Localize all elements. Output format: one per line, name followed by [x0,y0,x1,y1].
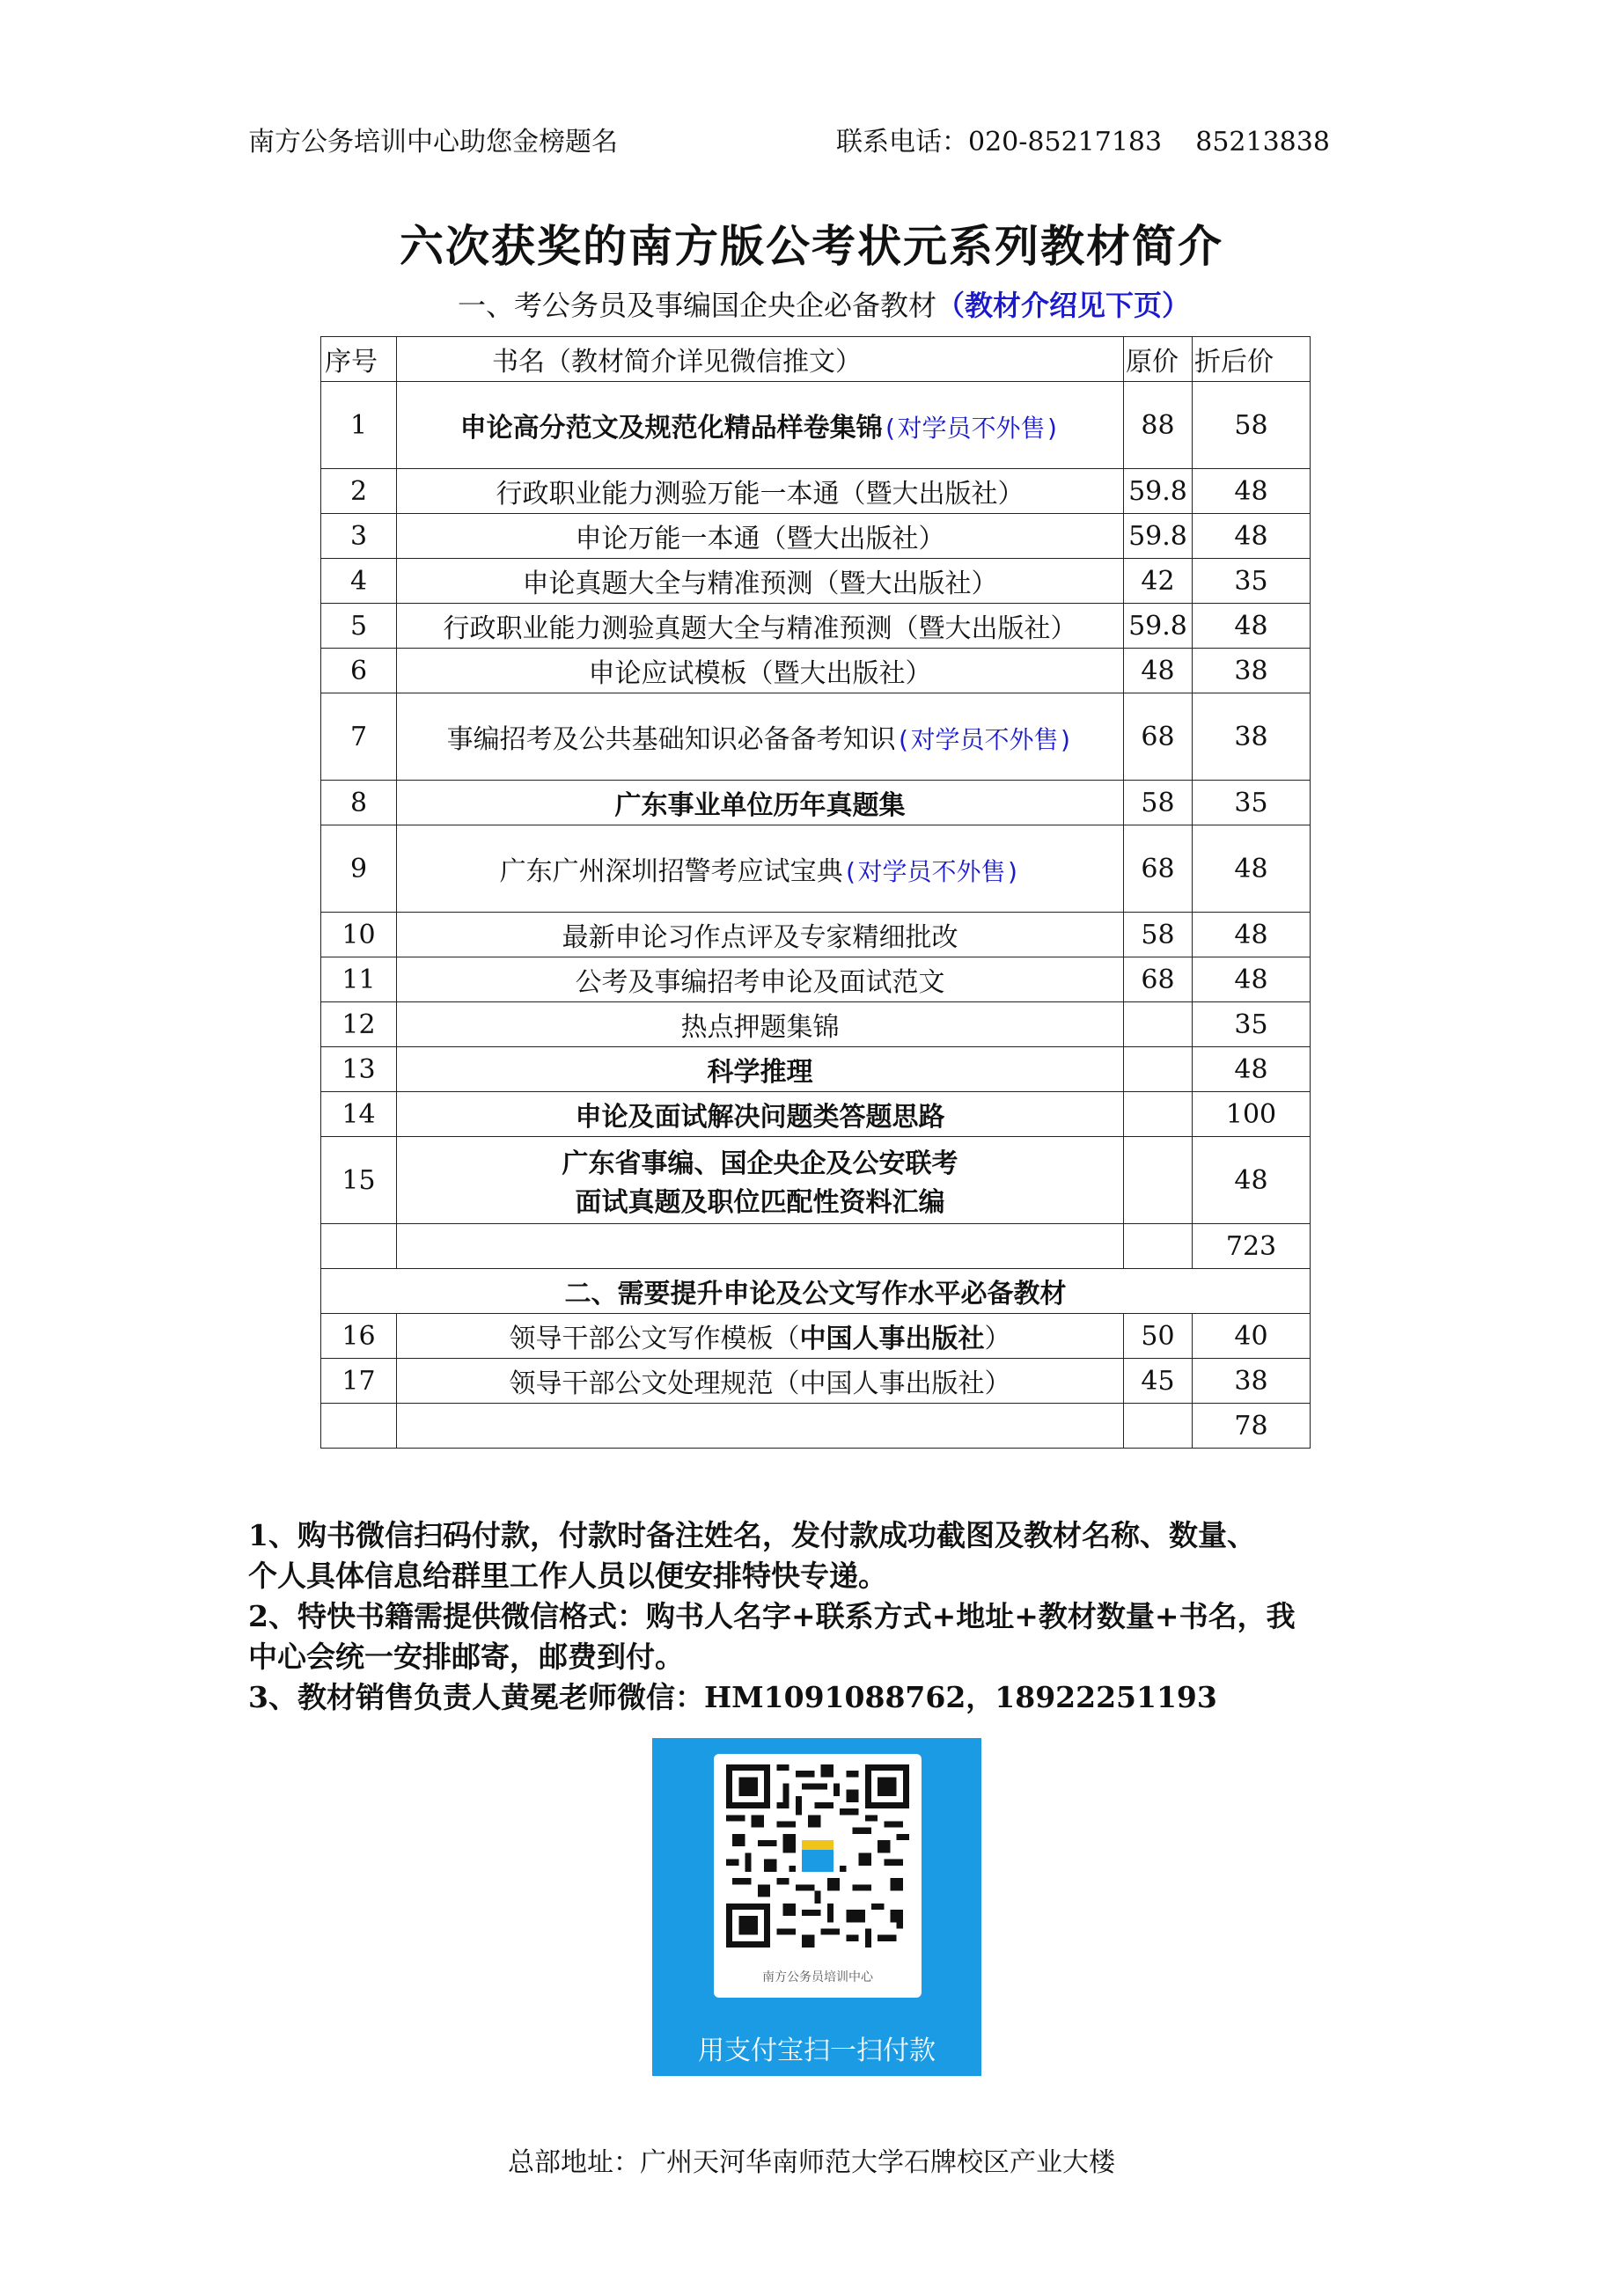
instruction-1b: 个人具体信息给群里工作人员以便安排特快专递。 [248,1559,887,1593]
discount-price: 48 [1193,825,1311,913]
book-note: (对学员不外售) [882,414,1061,443]
row-index: 16 [321,1314,397,1359]
row-index: 10 [321,913,397,957]
footer-address: 总部地址：广州天河华南师范大学石牌校区产业大楼 [508,2147,1115,2178]
original-price: 68 [1124,957,1193,1002]
original-price [1124,1092,1193,1137]
subtitle-note: （教材介绍见下页） [936,289,1191,322]
original-price: 68 [1124,825,1193,913]
discount-price: 38 [1193,1359,1311,1404]
book-note: (对学员不外售) [895,725,1074,754]
subtotal-value: 78 [1193,1404,1311,1449]
book-name [397,693,1124,781]
table-row [321,957,1311,1002]
row-index: 8 [321,781,397,825]
row-index: 15 [321,1137,397,1224]
row-index: 4 [321,559,397,604]
row-index: 13 [321,1047,397,1092]
discount-price: 48 [1193,913,1311,957]
section-2-title: 二、需要提升申论及公文写作水平必备教材 [321,1269,1311,1314]
table-row [321,382,1311,469]
book-publisher: 中国人事出版社 [799,1324,985,1354]
book-name: 申论及面试解决问题类答题思路 [397,1092,1124,1137]
qr-code-icon [726,1764,909,1948]
row-index: 17 [321,1359,397,1404]
page-title: 六次获奖的南方版公考状元系列教材简介 [400,220,1223,272]
discount-price: 48 [1193,1047,1311,1092]
table-row [321,781,1311,825]
book-title: 领导干部公文写作模板（ [509,1324,800,1354]
book-name: 申论真题大全与精准预测（暨大出版社） [397,559,1124,604]
subtotal-row [321,1224,1311,1269]
section-2-title-row [321,1269,1311,1314]
qr-panel [714,1754,922,1998]
row-index: 6 [321,649,397,693]
header-index: 序号 [321,337,397,382]
discount-price: 40 [1193,1314,1311,1359]
discount-price: 48 [1193,604,1311,649]
subtotal-row [321,1404,1311,1449]
original-price: 68 [1124,693,1193,781]
book-name: 广东事业单位历年真题集 [397,781,1124,825]
subtotal-value: 723 [1193,1224,1311,1269]
subtitle-text: 一、考公务员及事编国企央企必备教材 [458,289,937,322]
book-name: 行政职业能力测验真题大全与精准预测（暨大出版社） [397,604,1124,649]
discount-price: 35 [1193,1002,1311,1047]
book-table [320,336,1311,1449]
book-name: 科学推理 [397,1047,1124,1092]
original-price: 50 [1124,1314,1193,1359]
table-row [321,1047,1311,1092]
original-price: 45 [1124,1359,1193,1404]
original-price: 88 [1124,382,1193,469]
book-name: 最新申论习作点评及专家精细批改 [397,913,1124,957]
book-title: 广东广州深圳招警考应试宝典 [499,856,843,887]
book-name [397,1314,1124,1359]
book-title-end: ） [984,1324,1011,1354]
row-index: 7 [321,693,397,781]
qr-label: 南方公务员培训中心 [762,1970,873,1984]
original-price: 58 [1124,913,1193,957]
discount-price: 35 [1193,781,1311,825]
header-phone: 联系电话：020-85217183 85213838 [836,127,1330,158]
qr-instruction: 用支付宝扫一扫付款 [698,2036,936,2066]
discount-price: 58 [1193,382,1311,469]
header-discount-price: 折后价 [1193,337,1311,382]
book-title: 申论高分范文及规范化精品样卷集锦 [459,413,883,444]
book-name [397,382,1124,469]
original-price: 58 [1124,781,1193,825]
table-row [321,559,1311,604]
header-slogan: 南方公务培训中心助您金榜题名 [248,127,618,158]
row-index: 3 [321,514,397,559]
table-row [321,913,1311,957]
original-price [1124,1002,1193,1047]
header-original-price: 原价 [1124,337,1193,382]
original-price: 48 [1124,649,1193,693]
discount-price: 48 [1193,469,1311,514]
purchase-instructions [248,1515,1392,1718]
table-row [321,693,1311,781]
original-price: 42 [1124,559,1193,604]
book-name [397,825,1124,913]
discount-price: 48 [1193,514,1311,559]
header-name: 书名（教材简介详见微信推文） [397,337,1124,382]
table-row [321,1092,1311,1137]
original-price [1124,1137,1193,1224]
row-index: 1 [321,382,397,469]
original-price [1124,1047,1193,1092]
book-name: 申论万能一本通（暨大出版社） [397,514,1124,559]
book-title-line-1: 广东省事编、国企央企及公安联考 [562,1148,958,1179]
instruction-2b: 中心会统一安排邮寄，邮费到付。 [248,1639,684,1674]
book-name [397,1137,1124,1224]
table-row [321,649,1311,693]
book-title: 事编招考及公共基础知识必备备考知识 [446,724,896,755]
table-row [321,1002,1311,1047]
table-header-row [321,337,1311,382]
book-name: 申论应试模板（暨大出版社） [397,649,1124,693]
table-row [321,469,1311,514]
book-name: 领导干部公文处理规范（中国人事出版社） [397,1359,1124,1404]
discount-price: 38 [1193,693,1311,781]
discount-price: 48 [1193,957,1311,1002]
alipay-qr-card [652,1738,981,2076]
table-row [321,514,1311,559]
discount-price: 35 [1193,559,1311,604]
discount-price: 100 [1193,1092,1311,1137]
book-title-line-2: 面试真题及职位匹配性资料汇编 [575,1187,945,1218]
section-1-subtitle [458,283,1190,324]
table-row [321,1359,1311,1404]
table-row [321,1314,1311,1359]
book-name: 公考及事编招考申论及面试范文 [397,957,1124,1002]
discount-price: 48 [1193,1137,1311,1224]
original-price: 59.8 [1124,469,1193,514]
row-index: 9 [321,825,397,913]
table-row [321,1137,1311,1224]
book-name: 行政职业能力测验万能一本通（暨大出版社） [397,469,1124,514]
row-index: 2 [321,469,397,514]
original-price: 59.8 [1124,514,1193,559]
book-note: (对学员不外售) [842,857,1021,886]
table-row [321,604,1311,649]
original-price: 59.8 [1124,604,1193,649]
row-index: 11 [321,957,397,1002]
row-index: 12 [321,1002,397,1047]
discount-price: 38 [1193,649,1311,693]
book-name: 热点押题集锦 [397,1002,1124,1047]
row-index: 5 [321,604,397,649]
row-index: 14 [321,1092,397,1137]
instruction-1a: 1、购书微信扫码付款，付款时备注姓名，发付款成功截图及教材名称、数量、 [248,1518,1256,1552]
table-row [321,825,1311,913]
instruction-3: 3、教材销售负责人黄冕老师微信：HM1091088762，18922251193 [248,1680,1217,1714]
instruction-2a: 2、特快书籍需提供微信格式：购书人名字+联系方式+地址+教材数量+书名，我 [248,1599,1296,1633]
